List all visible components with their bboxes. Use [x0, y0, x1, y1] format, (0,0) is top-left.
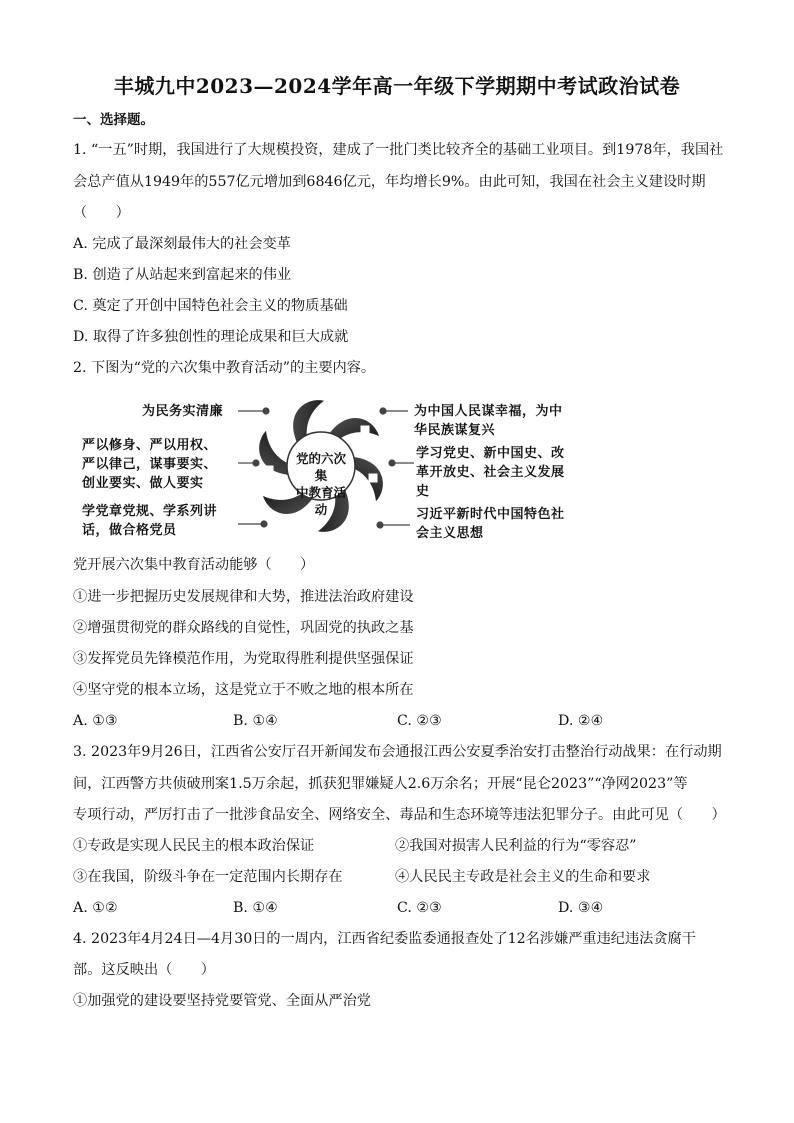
figure-right-item: 学习党史、新中国史、改 — [416, 446, 565, 461]
q3-statement: ②我国对损害人民利益的行为“零容忍” — [395, 838, 637, 854]
q3-option-a: A. ①② — [73, 900, 118, 916]
q1-option-a: A. 完成了最深刻最伟大的社会变革 — [73, 236, 291, 252]
figure-left-item: 为民务实清廉 — [142, 404, 224, 419]
q3-stem-line: 3. 2023年9月26日，江西省公安厅召开新闻发布会通报江西公安夏季治安打击整治行动战果：在行动期 — [73, 744, 722, 760]
q3-statement: ①专政是实现人民民主的根本政治保证 — [73, 838, 315, 854]
q2-option-a: A. ①③ — [73, 713, 118, 729]
q1-option-b: B. 创造了从站起来到富起来的伟业 — [73, 267, 292, 283]
q3-statement: ④人民民主专政是社会主义的生命和要求 — [395, 869, 651, 885]
figure-left-item: 话，做合格党员 — [82, 523, 177, 538]
figure-right-item: 华民族谋复兴 — [414, 423, 496, 438]
figure-left-item: 创业要实、做人要实 — [82, 476, 204, 491]
q2-stem: 2. 下图为“党的六次集中教育活动”的主要内容。 — [73, 360, 376, 376]
q3-stem-line: 间，江西警方共侦破刑案1.5万余起，抓获犯罪嫌疑人2.6万余名；开展“昆仑2023”“净网2023”等 — [73, 776, 688, 792]
q3-option-d: D. ③④ — [558, 900, 604, 916]
q4-stem-line: 部。这反映出（ ） — [73, 962, 215, 978]
figure-left-item: 严以律己，谋事要实、 — [82, 457, 218, 472]
figure-right-item: 习近平新时代中国特色社 — [416, 507, 565, 522]
figure-right-item: 为中国人民谋幸福，为中 — [414, 404, 563, 419]
q4-stem-line: 4. 2023年4月24日—4月30日的一周内，江西省纪委监委通报查处了12名涉嫌严重违纪违法贪腐干 — [73, 931, 696, 947]
figure-left-item: 学党章党规、学系列讲 — [82, 504, 218, 519]
q2-statement: ②增强贯彻党的群众路线的自觉性，巩固党的执政之基 — [73, 620, 414, 636]
q2-option-d: D. ②④ — [558, 713, 604, 729]
q2-option-b: B. ①④ — [233, 713, 278, 729]
figure-right-item: 革开放史、社会主义发展 — [416, 465, 565, 480]
q2-option-c: C. ②③ — [397, 713, 442, 729]
q1-option-c: C. 奠定了开创中国特色社会主义的物质基础 — [73, 298, 348, 314]
q3-stem-line: 专项行动，严厉打击了一批涉食品安全、网络安全、毒品和生态环境等违法犯罪分子。由此可见（ ） — [73, 807, 726, 823]
figure-center-label: 党的六次集 中教育活动 — [295, 451, 346, 517]
q2-lead: 党开展六次集中教育活动能够（ ） — [73, 557, 315, 573]
page-title: 丰城九中2023—2024学年高一年级下学期期中考试政治试卷 — [113, 74, 681, 98]
q1-stem-line: （ ） — [73, 205, 130, 221]
q1-stem-line: 会总产值从1949年的557亿元增加到6846亿元，年均增长9%。由此可知，我国在社会主义建设时期 — [73, 174, 706, 190]
figure-right-item: 史 — [416, 484, 430, 499]
q2-statement: ①进一步把握历史发展规律和大势，推进法治政府建设 — [73, 589, 414, 605]
q2-statement: ③发挥党员先锋模范作用，为党取得胜利提供坚强保证 — [73, 651, 414, 667]
q4-statement: ①加强党的建设要坚持党要管党、全面从严治党 — [73, 993, 371, 1009]
q3-statement: ③在我国，阶级斗争在一定范围内长期存在 — [73, 869, 343, 885]
section-heading: 一、选择题。 — [73, 112, 154, 128]
q3-option-b: B. ①④ — [233, 900, 278, 916]
figure-right-item: 会主义思想 — [416, 526, 484, 541]
q3-option-c: C. ②③ — [397, 900, 442, 916]
q1-stem-line: 1. “一五”时期，我国进行了大规模投资，建成了一批门类比较齐全的基础工业项目。到1978年，我国社 — [73, 142, 724, 158]
q2-statement: ④坚守党的根本立场，这是党立于不败之地的根本所在 — [73, 682, 414, 698]
q1-option-d: D. 取得了许多独创性的理论成果和巨大成就 — [73, 329, 349, 345]
figure-left-item: 严以修身、严以用权、 — [82, 438, 218, 453]
education-activities-figure — [78, 392, 598, 542]
